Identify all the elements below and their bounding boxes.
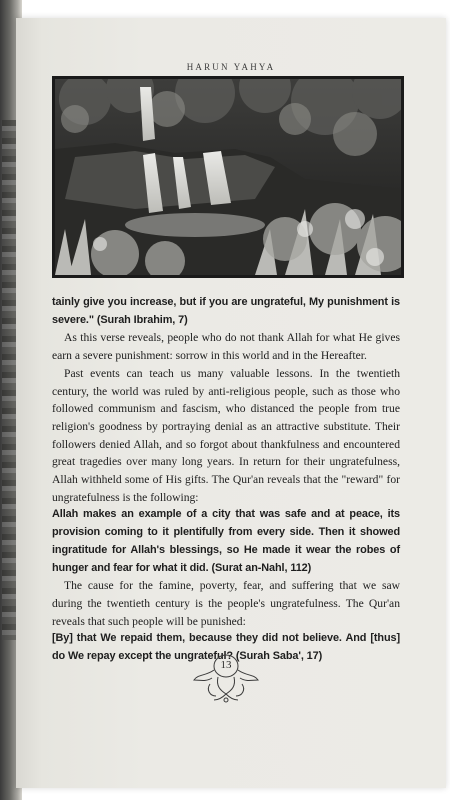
page-number: 13 xyxy=(220,659,232,671)
paragraph-verse-reveals: As this verse reveals, people who do not thank Allah for what He gives earn a severe punishment: sorrow in this world and in the Hereafter. xyxy=(52,331,400,363)
page-body xyxy=(52,294,400,666)
running-header: HARUN YAHYA xyxy=(186,62,276,72)
waterfall-photo xyxy=(52,76,404,278)
waterfall-illustration xyxy=(55,79,401,275)
paragraph-past-events: Past events can teach us many valuable lessons. In the twentieth century, the world was ruled by anti-religious people, such as those who followed communism and fascism, who distanced the people from true religion's goodness by portraying denial as an attractive substitute. Their followers denied Allah, and so forgot about thankfulness and encountered great tragedies over many long years. In return for their ungratefulness, Allah withheld some of His gifts. The Qur'an reveals that the "reward" for ungratefulness is the following: xyxy=(52,366,400,504)
quote-surat-an-nahl: Allah makes an example of a city that was safe and at peace, its provision coming to it plentifully from every side. Then it showed ingratitude for Allah's blessings, so He made it wear the robes of hunger and fear for what it did. (Surat an-Nahl, 112) xyxy=(52,508,400,574)
quote-surah-ibrahim: tainly give you increase, but if you are ungrateful, My punishment is severe." (Surah Ibrahim, 7) xyxy=(52,296,400,326)
book-page xyxy=(16,18,446,788)
paragraph-cause-famine: The cause for the famine, poverty, fear, and suffering that we saw during the twentieth century is the people's ungratefulness. The Qur'an reveals that such people will be punished: xyxy=(52,579,400,628)
page-number-ornament xyxy=(188,650,264,710)
quote-surah-saba: [By] that We repaid them, because they did not believe. And [thus] do We repay except the ungrateful? (Surah Saba', 17) xyxy=(52,632,400,663)
